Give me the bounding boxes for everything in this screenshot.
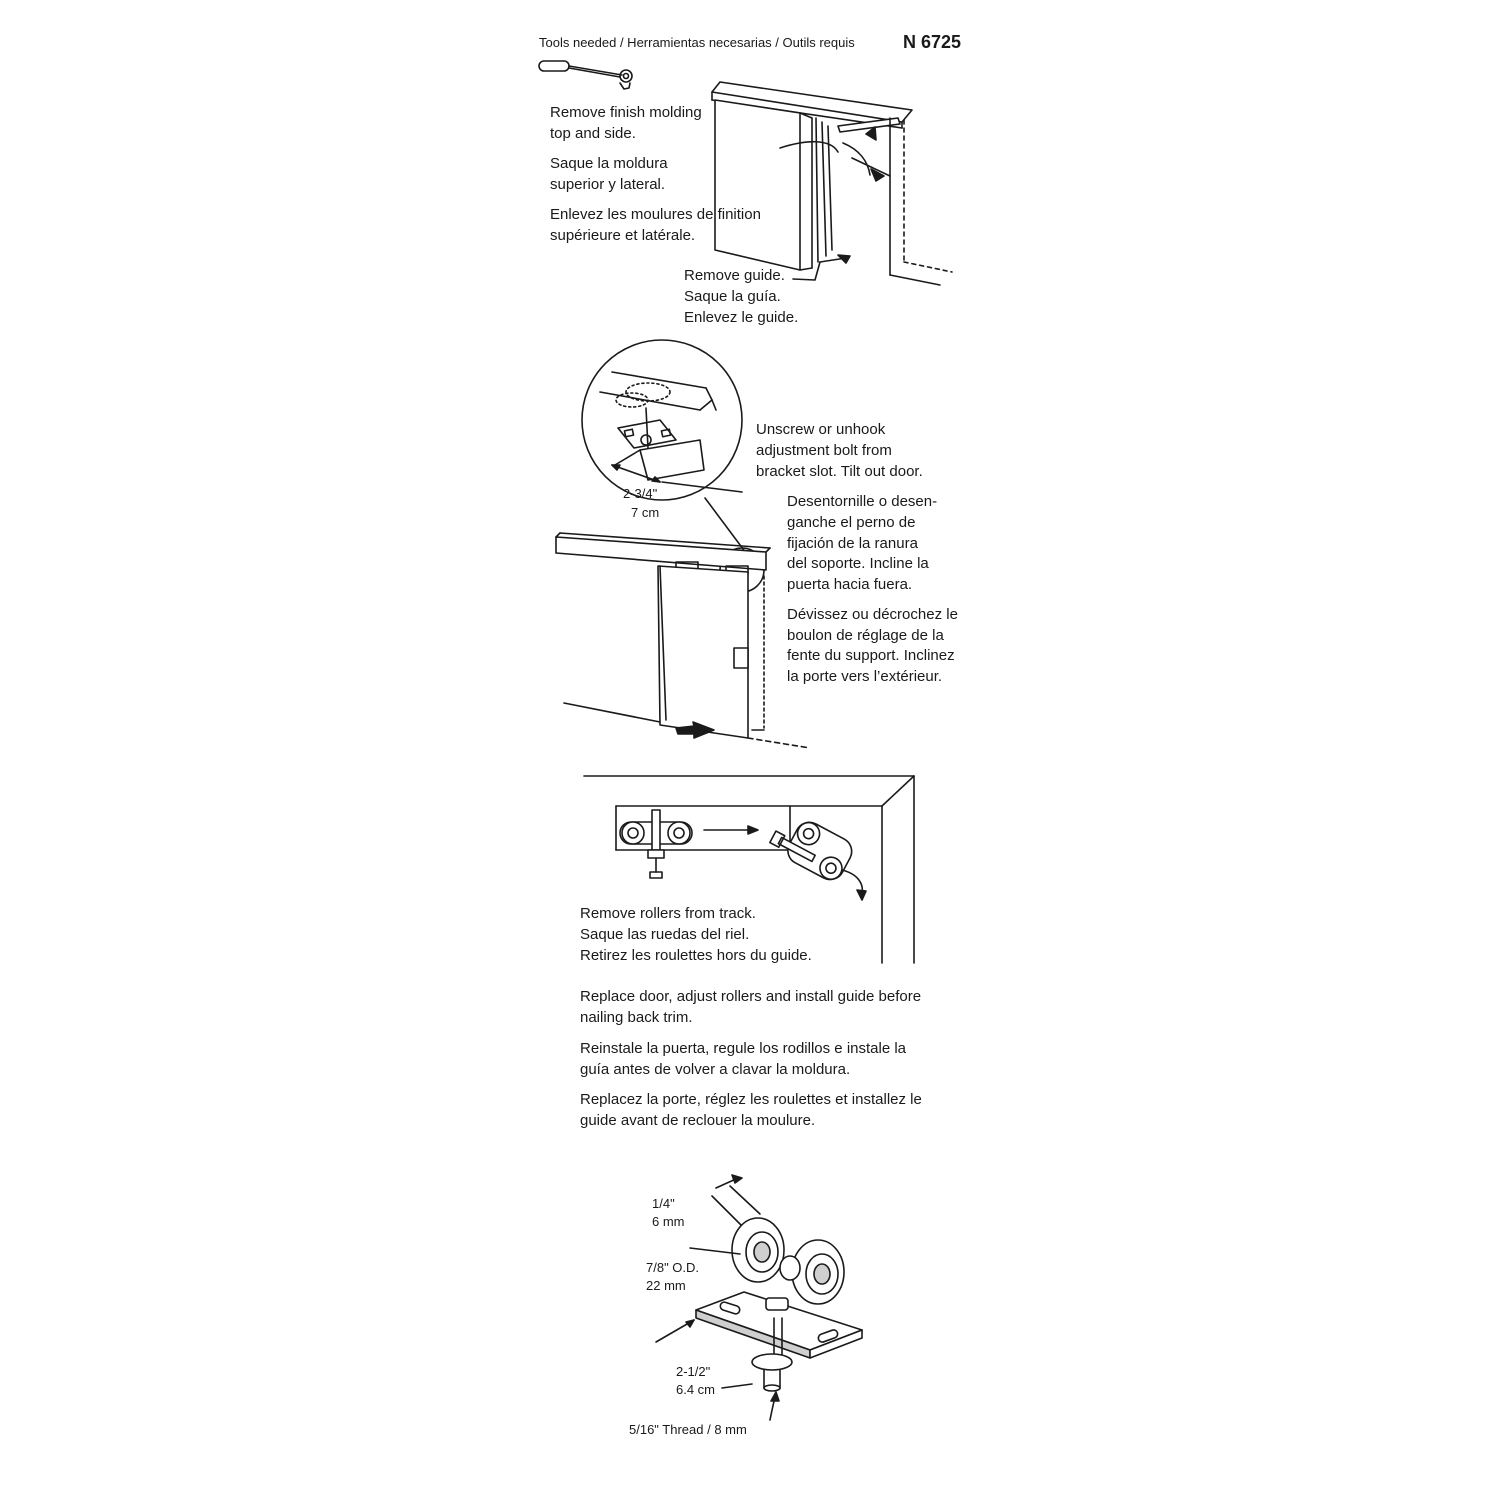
step4-french-line2: guide avant de reclouer la moulure.	[580, 1112, 816, 1129]
step4-spanish-line2: guía antes de volver a clavar la moldura.	[580, 1061, 851, 1078]
step2-door-tilt-illustration	[556, 340, 810, 748]
step4-spanish-line1: Reinstale la puerta, regule los rodillos e instale la	[580, 1040, 907, 1057]
screwdriver-icon	[539, 61, 632, 89]
step2-english-line1: Unscrew or unhook	[756, 421, 886, 438]
wheel-width-metric: 6 mm	[652, 1214, 685, 1229]
step1-door-frame-illustration	[712, 82, 952, 285]
step1-spanish-line1: Saque la moldura	[550, 155, 668, 172]
plate-length-metric: 6.4 cm	[676, 1382, 716, 1397]
remove-guide-english: Remove guide.	[684, 267, 785, 284]
model-number: N 6725	[903, 32, 962, 52]
wheel-width-imperial: 1/4"	[652, 1196, 675, 1211]
remove-guide-spanish: Saque la guía.	[684, 288, 781, 305]
step2-french-line3: fente du support. Inclinez	[787, 647, 955, 664]
step2-french-line2: boulon de réglage de la	[787, 627, 944, 644]
step3-french: Retirez les roulettes hors du guide.	[580, 947, 812, 964]
step1-french-line2: supérieure et latérale.	[550, 227, 696, 244]
step1-english-line2: top and side.	[550, 125, 636, 142]
plate-length-imperial: 2-1/2"	[676, 1364, 711, 1379]
wheel-diameter-metric: 22 mm	[646, 1278, 686, 1293]
wheel-diameter-imperial: 7/8" O.D.	[646, 1260, 700, 1275]
bracket-distance-imperial: 2-3/4"	[623, 486, 658, 501]
tools-needed-label: Tools needed / Herramientas necesarias / Outils requis	[539, 35, 855, 50]
step2-spanish-line1: Desentornille o desen-	[787, 493, 938, 510]
remove-guide-french: Enlevez le guide.	[684, 309, 799, 326]
step2-spanish-line4: del soporte. Incline la	[787, 555, 929, 572]
step2-french-line1: Dévissez ou décrochez le	[787, 606, 958, 623]
step4-french-line1: Replacez la porte, réglez les roulettes et installez le	[580, 1091, 922, 1108]
bracket-distance-metric: 7 cm	[631, 505, 660, 520]
step1-spanish-line2: superior y lateral.	[550, 176, 666, 193]
step2-english-line2: adjustment bolt from	[756, 442, 892, 459]
step2-spanish-line2: ganche el perno de	[787, 514, 916, 531]
step4-english-line1: Replace door, adjust rollers and install guide before	[580, 988, 922, 1005]
step3-english: Remove rollers from track.	[580, 905, 756, 922]
step1-french-line1: Enlevez les moulures de finition	[550, 206, 761, 223]
step2-spanish-line3: fijación de la ranura	[787, 535, 918, 552]
step2-english-line3: bracket slot. Tilt out door.	[756, 463, 923, 480]
thread-size-label: 5/16" Thread / 8 mm	[629, 1422, 747, 1437]
step4-english-line2: nailing back trim.	[580, 1009, 693, 1026]
step3-spanish: Saque las ruedas del riel.	[580, 926, 750, 943]
step1-english-line1: Remove finish molding	[550, 104, 702, 121]
step2-french-line4: la porte vers l’extérieur.	[787, 668, 943, 685]
step2-spanish-line5: puerta hacia fuera.	[787, 576, 913, 593]
